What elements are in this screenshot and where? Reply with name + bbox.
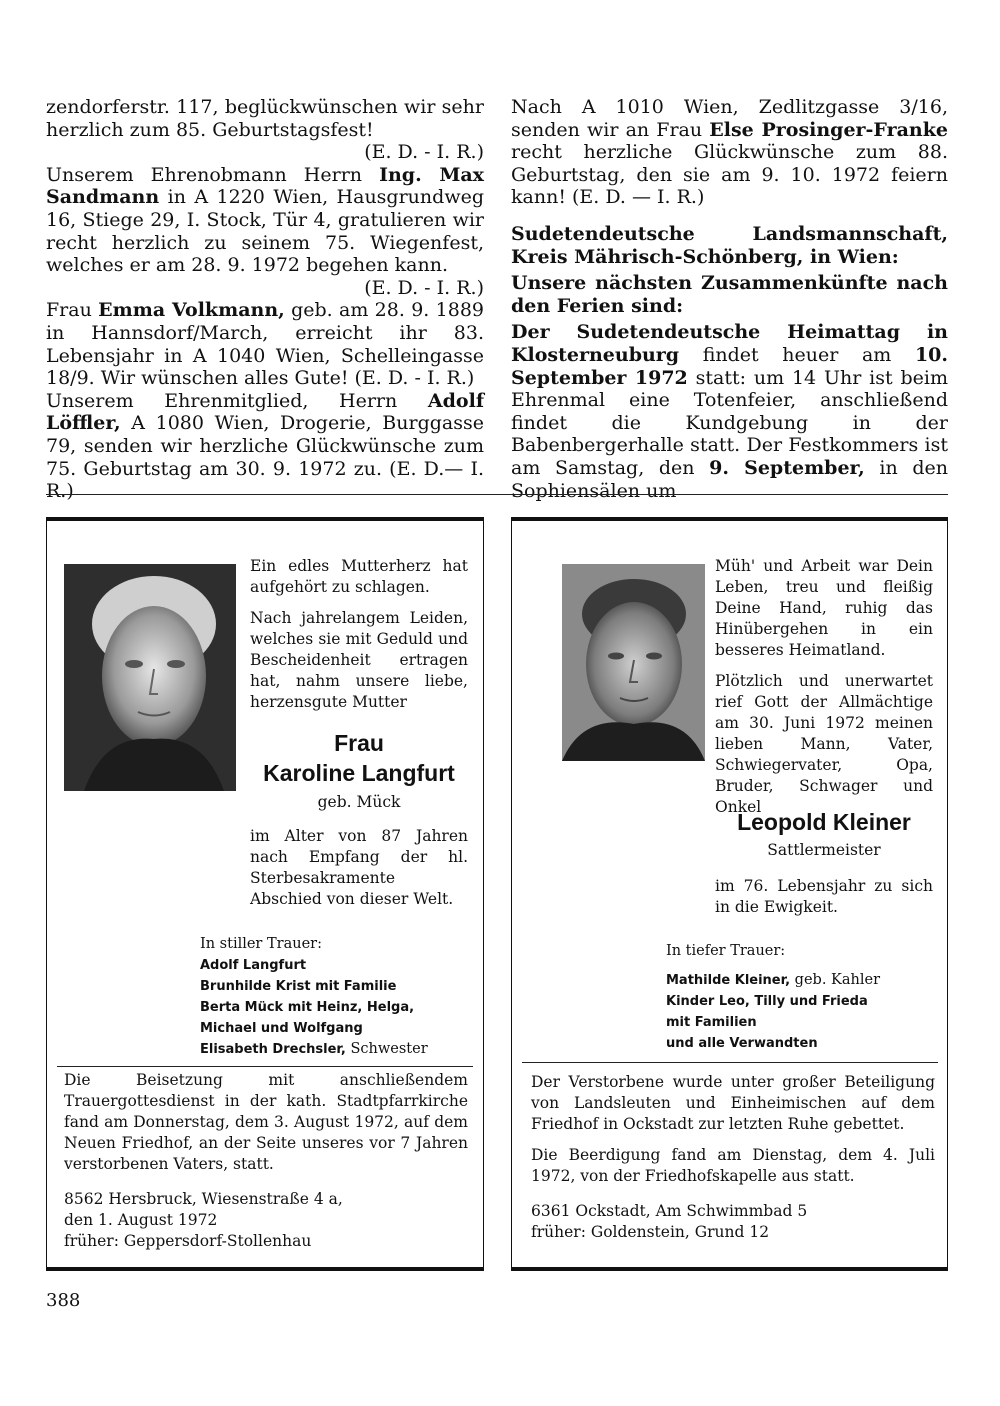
obituary-right-burial-text: Der Verstorbene wurde unter großer Beteiligung von Landsleuten und Einheimischen auf dem Friedhof in Ockstadt zur letzten Ruhe gebettet.	[531, 1073, 935, 1133]
obituary-left-address	[64, 1189, 468, 1252]
obituary-right-intro2: Plötzlich und unerwartet rief Gott der Allmächtige am 30. Juni 1972 meinen lieben Mann, Vater, Schwiegervater, Opa, Bruder, Schwager und Onkel	[715, 672, 933, 816]
mourner-1: Adolf Langfurt	[200, 958, 307, 973]
obituary-right-mourners	[666, 941, 936, 1054]
right-heading: Sudetendeutsche Landsmannschaft, Kreis Mährisch-Schönberg, in Wien:	[511, 222, 948, 268]
address-right-line-2: früher: Goldenstein, Grund 12	[531, 1223, 770, 1241]
obituary-right-intro	[715, 556, 933, 828]
obituary-left-born: geb. Mück	[317, 793, 401, 811]
right-p1: Nach A 1010 Wien, Zedlitzgasse 3/16, senden wir an Frau Else Prosinger-Franke recht herzliche Glückwünsche zum 88. Geburtstag, den sie am 9. 10. 1972 feiern kann! (E. D. — I. R.)	[511, 96, 948, 209]
obituary-left-intro1: Ein edles Mutterherz hat aufgehört zu schlagen.	[250, 557, 468, 596]
obituary-left-deceased-name: Karoline Langfurt	[263, 760, 455, 786]
obituary-right-intro1: Müh' und Arbeit war Dein Leben, treu und fleißig Deine Hand, ruhig das Hinübergehen in ein besseres Heimatland.	[715, 557, 933, 659]
obituary-right-top-border	[512, 518, 947, 521]
obituary-left-burial	[64, 1070, 468, 1252]
obituary-right-separator	[522, 1062, 938, 1063]
obituary-left-burial-text: Die Beisetzung mit anschließendem Trauergottesdienst in der kath. Stadtpfarrkirche fand am Donnerstag, dem 3. August 1972, auf dem Neuen Friedhof, an der Seite unseres vor 7 Jahren verstorbenen Vaters, statt.	[64, 1071, 468, 1173]
mourner-right-1: Mathilde Kleiner, geb. Kahler	[666, 972, 881, 988]
section-divider	[46, 494, 948, 495]
obituary-right-burial	[531, 1072, 935, 1243]
mourner-right-3: mit Familien	[666, 1015, 757, 1030]
obituary-left-mourners	[200, 934, 470, 1060]
address-line-3: früher: Geppersdorf-Stollenhau	[64, 1232, 312, 1250]
obituary-left-separator	[57, 1066, 473, 1067]
obituary-right-address	[531, 1201, 935, 1243]
left-p2-signature: (E. D. - I. R.)	[364, 276, 484, 299]
obituary-left-title: Frau	[334, 730, 384, 756]
left-p4: Unserem Ehrenmitglied, Herrn Adolf Löffler, A 1080 Wien, Drogerie, Burggasse 79, senden wir herzliche Glückwünsche zum 75. Geburtstag am 30. 9. 1972 zu. (E. D.— I. R.)	[46, 389, 484, 503]
obituary-left-bottom-border	[47, 1267, 483, 1270]
right-p2: Der Sudetendeutsche Heimattag in Klosterneuburg findet heuer am 10. September 1972 statt: um 14 Uhr ist beim Ehrenmal eine Totenfeier, anschließend findet die Kundgebung in der Babenbergerhalle statt. Der Festkommers ist am Samstag, den 9. September, in den Sophiensälen um	[511, 321, 948, 502]
obituary-right-bottom-border	[512, 1267, 947, 1270]
left-p2: Unserem Ehrenobmann Herrn Ing. Max Sandmann in A 1220 Wien, Hausgrundweg 16, Stiege 29, I. Stock, Tür 4, gratulieren wir recht herzlich zu seinem 75. Wiegenfest, welches er am 28. 9. 1972 begehen kann.	[46, 163, 485, 277]
mourner-4: Michael und Wolfgang	[200, 1021, 363, 1036]
left-text-column	[46, 96, 484, 503]
obituary-right-deceased-name: Leopold Kleiner	[737, 809, 911, 835]
left-p1-signature: (E. D. - I. R.)	[364, 141, 484, 164]
obituary-right-text: im 76. Lebensjahr zu sich in die Ewigkeit.	[715, 877, 933, 916]
portrait-photo-man	[562, 564, 705, 761]
portrait-photo	[64, 564, 236, 791]
obituary-right-funeral-text: Die Beerdigung fand am Dienstag, dem 4. Juli 1972, von der Friedhofskapelle aus statt.	[531, 1146, 935, 1185]
page-number: 388	[46, 1290, 81, 1311]
obituary-left-box	[46, 517, 484, 1271]
obituary-right-box	[511, 517, 948, 1271]
address-line-1: 8562 Hersbruck, Wiesenstraße 4 a,	[64, 1190, 343, 1208]
left-p1: zendorferstr. 117, beglückwünschen wir sehr herzlich zum 85. Geburtstagsfest!	[46, 96, 484, 141]
obituary-left-intro	[250, 556, 468, 723]
mourner-2: Brunhilde Krist mit Familie	[200, 979, 397, 994]
mourning-label-right: In tiefer Trauer:	[666, 943, 786, 959]
obituary-left-intro2: Nach jahrelangem Leiden, welches sie mit Geduld und Bescheidenheit ertragen hat, nahm unsere liebe, herzensgute Mutter	[250, 609, 468, 711]
obituary-right-occupation: Sattlermeister	[767, 841, 881, 859]
portrait-woman-image	[64, 564, 236, 791]
right-subheading: Unsere nächsten Zusammenkünfte nach den Ferien sind:	[511, 272, 948, 317]
address-right-line-1: 6361 Ockstadt, Am Schwimmbad 5	[531, 1202, 808, 1220]
mourner-3: Berta Mück mit Heinz, Helga,	[200, 1000, 415, 1015]
mourner-right-4: und alle Verwandten	[666, 1036, 818, 1051]
portrait-man-image	[562, 564, 705, 761]
mourning-label: In stiller Trauer:	[200, 936, 322, 952]
obituary-left-top-border	[47, 518, 483, 521]
mourner-5: Elisabeth Drechsler, Schwester	[200, 1041, 428, 1057]
right-text-column	[511, 96, 948, 502]
left-p3: Frau Emma Volkmann, geb. am 28. 9. 1889 in Hannsdorf/March, erreicht ihr 83. Lebensjahr in A 1040 Wien, Schelleingasse 18/9. Wir wünschen alles Gute! (E. D. - I. R.)	[46, 299, 484, 390]
obituary-left-text: im Alter von 87 Jahren nach Empfang der hl. Sterbesakramente Abschied von dieser Welt.	[250, 827, 468, 908]
mourner-right-2: Kinder Leo, Tilly und Frieda	[666, 994, 868, 1009]
address-line-2: den 1. August 1972	[64, 1211, 218, 1229]
